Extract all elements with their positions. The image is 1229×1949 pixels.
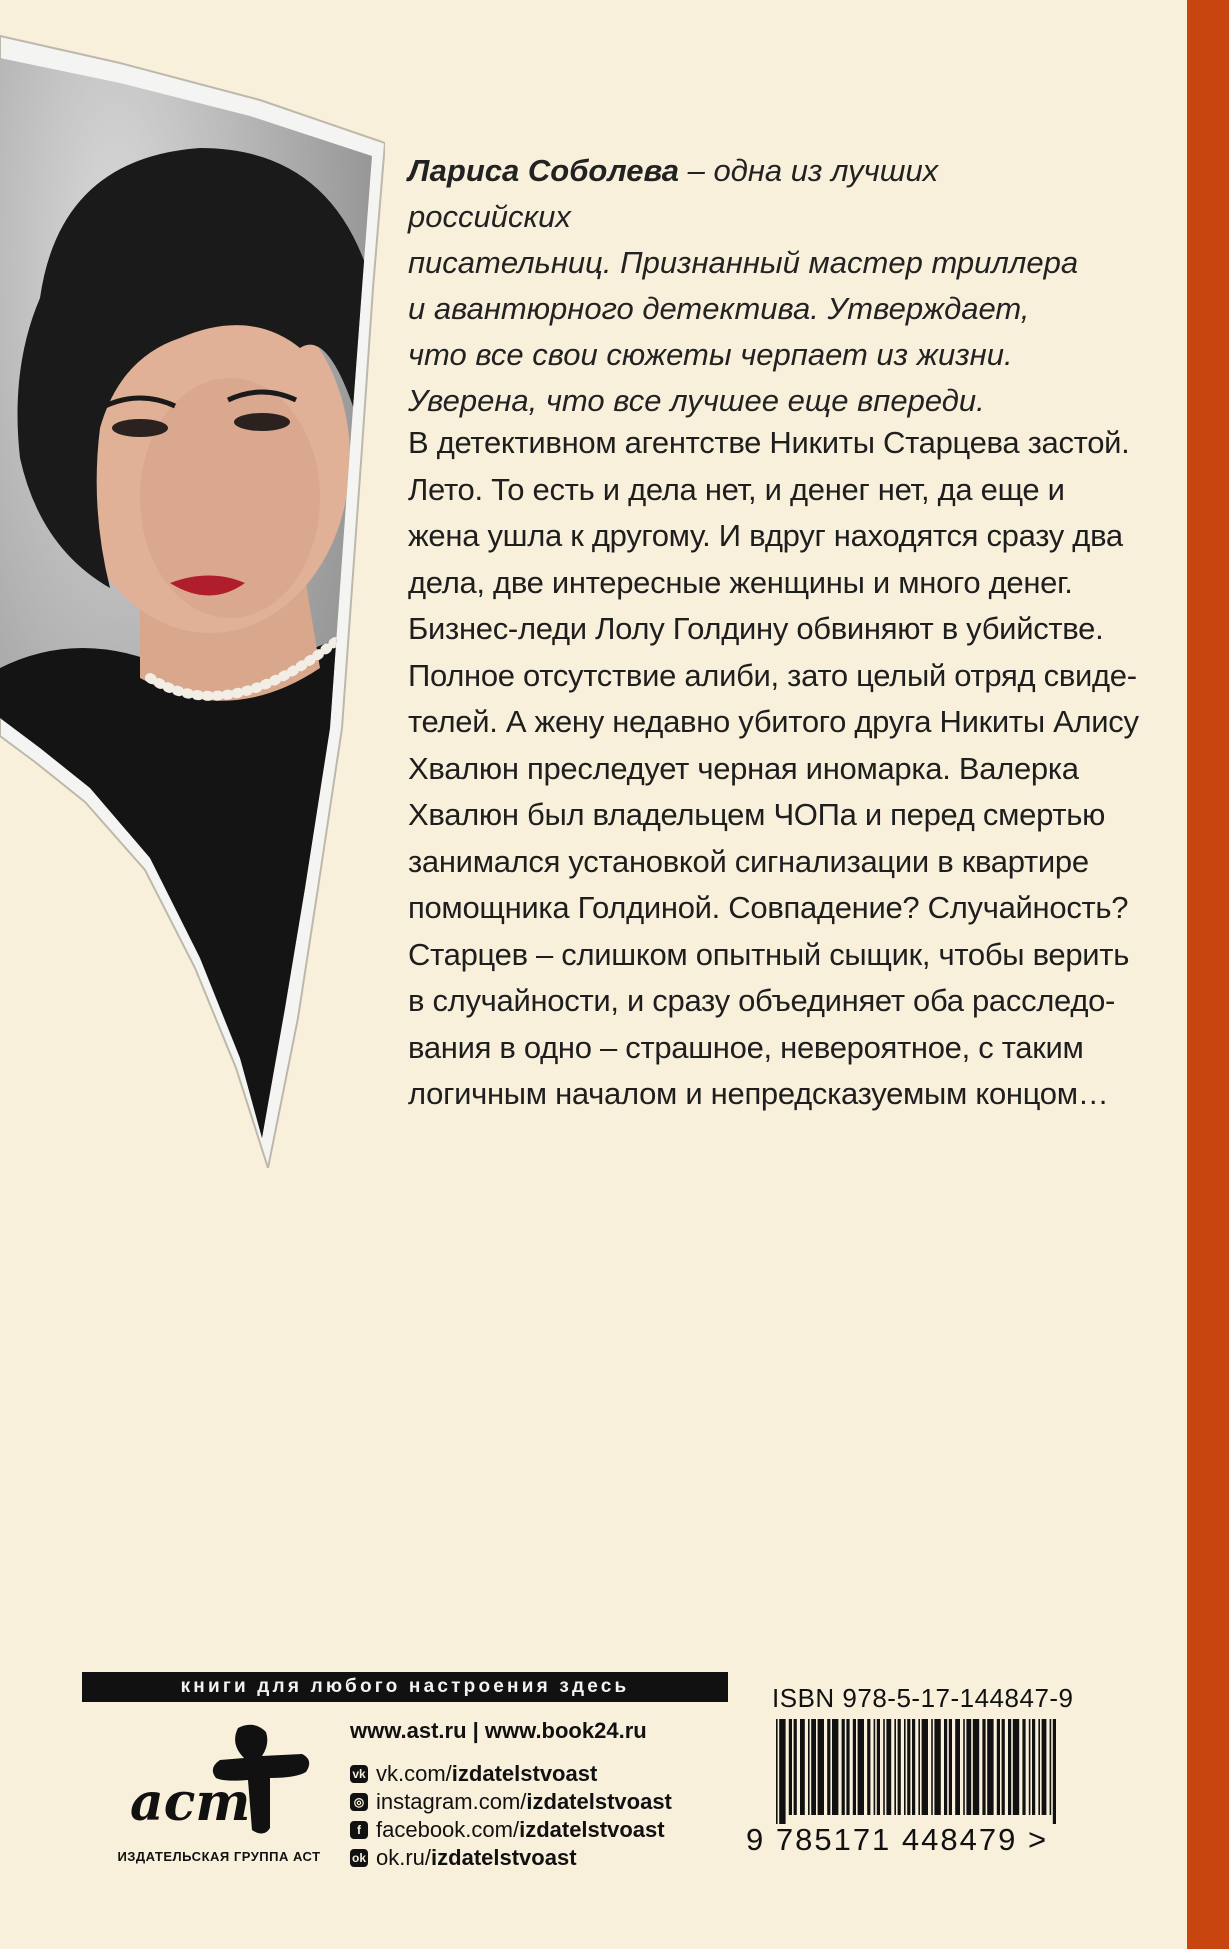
barcode-bar — [1029, 1719, 1031, 1815]
barcode-bar — [894, 1719, 896, 1815]
annotation-line: В детективном агентстве Никиты Старцева застой. — [408, 425, 1130, 460]
barcode-bar — [811, 1719, 816, 1815]
social-prefix: vk.com/ — [376, 1761, 452, 1786]
barcode-bar — [832, 1719, 838, 1815]
barcode-bar — [904, 1719, 906, 1815]
publisher-sites[interactable]: www.ast.ru | www.book24.ru — [350, 1718, 647, 1743]
barcode-bar — [1042, 1719, 1047, 1815]
bio-line: писательниц. Признанный мастер триллера — [408, 245, 1079, 280]
barcode-bar — [1022, 1719, 1025, 1815]
barcode-bar — [1008, 1719, 1011, 1815]
social-handle: izdatelstvoast — [451, 1761, 598, 1786]
annotation-line: Хвалюн был владельцем ЧОПа и перед смертью — [408, 797, 1106, 832]
barcode-bar — [827, 1719, 830, 1815]
barcode-bar — [973, 1719, 979, 1815]
barcode-bar — [874, 1719, 876, 1815]
bio-line: что все свои сюжеты черпает из жизни. — [408, 337, 1013, 372]
author-photo — [0, 28, 385, 1168]
barcode-bar — [955, 1719, 960, 1815]
logo-wordmark: аст — [130, 1772, 251, 1833]
barcode-bar — [800, 1719, 805, 1815]
annotation-line: жена ушла к другому. И вдруг находятся сразу два — [408, 518, 1123, 553]
barcode-digits: 9 785171 448479 > — [746, 1822, 1049, 1857]
barcode-bar — [963, 1719, 965, 1815]
bio-first-text: – одна из лучших российских — [408, 153, 939, 234]
social-link-vk[interactable] — [350, 1760, 672, 1788]
annotation-line: логичным началом и непредсказуемым концом… — [408, 1076, 1109, 1111]
barcode-bar — [1002, 1719, 1005, 1815]
barcode-bar — [987, 1719, 993, 1815]
bio-line: и авантюрного детектива. Утверждает, — [408, 291, 1030, 326]
isbn-label: ISBN 978-5-17-144847-9 — [772, 1683, 1074, 1713]
annotation-line: Лето. То есть и дела нет, и денег нет, да еще и — [408, 471, 1065, 507]
barcode-bar — [789, 1719, 792, 1815]
social-links — [350, 1760, 672, 1872]
barcode-bar — [776, 1719, 778, 1824]
social-handle: izdatelstvoast — [519, 1817, 665, 1842]
barcode-bar — [944, 1719, 947, 1815]
barcode-bar — [934, 1719, 940, 1815]
spine-stripe — [1187, 0, 1229, 1949]
social-prefix: instagram.com/ — [376, 1789, 527, 1814]
barcode-bar — [912, 1719, 915, 1815]
annotation-line: в случайности, и сразу объединяет оба расследо- — [408, 983, 1116, 1018]
publisher-logo — [120, 1720, 320, 1840]
barcode-bar — [883, 1719, 885, 1815]
barcode — [774, 1719, 1064, 1824]
barcode-bar — [858, 1719, 864, 1815]
social-link-ok[interactable] — [350, 1844, 672, 1872]
annotation-line: занимался установкой сигнализации в квартире — [408, 843, 1089, 879]
barcode-bar — [1038, 1719, 1040, 1815]
barcode-bar — [886, 1719, 891, 1815]
author-bio — [408, 148, 1088, 424]
instagram-icon: ◎ — [350, 1793, 368, 1811]
ok-icon: ok — [351, 1851, 366, 1865]
social-handle: izdatelstvoast — [526, 1789, 672, 1814]
barcode-bar — [949, 1719, 952, 1815]
social-prefix: ok.ru/ — [376, 1845, 432, 1870]
barcode-bar — [818, 1719, 824, 1815]
barcode-bar — [1053, 1719, 1056, 1824]
bio-first-line — [408, 148, 1088, 240]
annotation-line: Полное отсутствие алиби, зато целый отряд свиде- — [408, 657, 1137, 693]
barcode-bar — [997, 1719, 1000, 1815]
annotation-line: Хвалюн преследует черная иномарка. Валерка — [408, 750, 1079, 786]
social-link-instagram[interactable] — [350, 1788, 672, 1816]
annotation-line: вания в одно – страшное, невероятное, с таким — [408, 1029, 1084, 1065]
barcode-bar — [877, 1719, 880, 1815]
barcode-bar — [966, 1719, 971, 1815]
annotation-line: Старцев – слишком опытный сыщик, чтобы верить — [408, 936, 1130, 972]
barcode-bar — [808, 1719, 810, 1815]
barcode-bar — [842, 1719, 845, 1815]
barcode-bar — [907, 1719, 910, 1815]
barcode-bar — [918, 1719, 920, 1815]
barcode-bar — [853, 1719, 856, 1815]
social-link-facebook[interactable] — [350, 1816, 672, 1844]
barcode-bar — [898, 1719, 901, 1815]
slogan-bar — [82, 1672, 728, 1702]
bio-line: Уверена, что все лучшее еще впереди. — [408, 383, 985, 418]
annotation-line: Бизнес-леди Лолу Голдину обвиняют в убийстве. — [408, 611, 1104, 646]
slogan-text: книги для любого настроения здесь — [180, 1676, 630, 1697]
barcode-bar — [779, 1719, 785, 1824]
social-handle: izdatelstvoast — [431, 1845, 577, 1870]
annotation-line: дела, две интересные женщины и много денег. — [408, 564, 1073, 600]
author-name: Лариса Соболева — [408, 153, 680, 188]
vk-icon: vk — [350, 1765, 368, 1783]
book-annotation — [408, 420, 1139, 1118]
barcode-bar — [922, 1719, 928, 1815]
publisher-caption: ИЗДАТЕЛЬСКАЯ ГРУППА АСТ — [117, 1849, 321, 1864]
barcode-bar — [931, 1719, 933, 1815]
social-prefix: facebook.com/ — [376, 1817, 520, 1842]
barcode-bar — [846, 1719, 849, 1815]
barcode-bar — [794, 1719, 797, 1815]
facebook-icon: f — [350, 1821, 368, 1839]
barcode-bar — [1013, 1719, 1019, 1815]
annotation-line: телей. А жену недавно убитого друга Никиты Алису — [408, 704, 1139, 739]
barcode-bar — [867, 1719, 870, 1815]
annotation-line: помощника Голдиной. Совпадение? Случайность? — [408, 890, 1129, 925]
barcode-bar — [1032, 1719, 1035, 1815]
barcode-bar — [982, 1719, 985, 1815]
barcode-bar — [1050, 1719, 1052, 1815]
